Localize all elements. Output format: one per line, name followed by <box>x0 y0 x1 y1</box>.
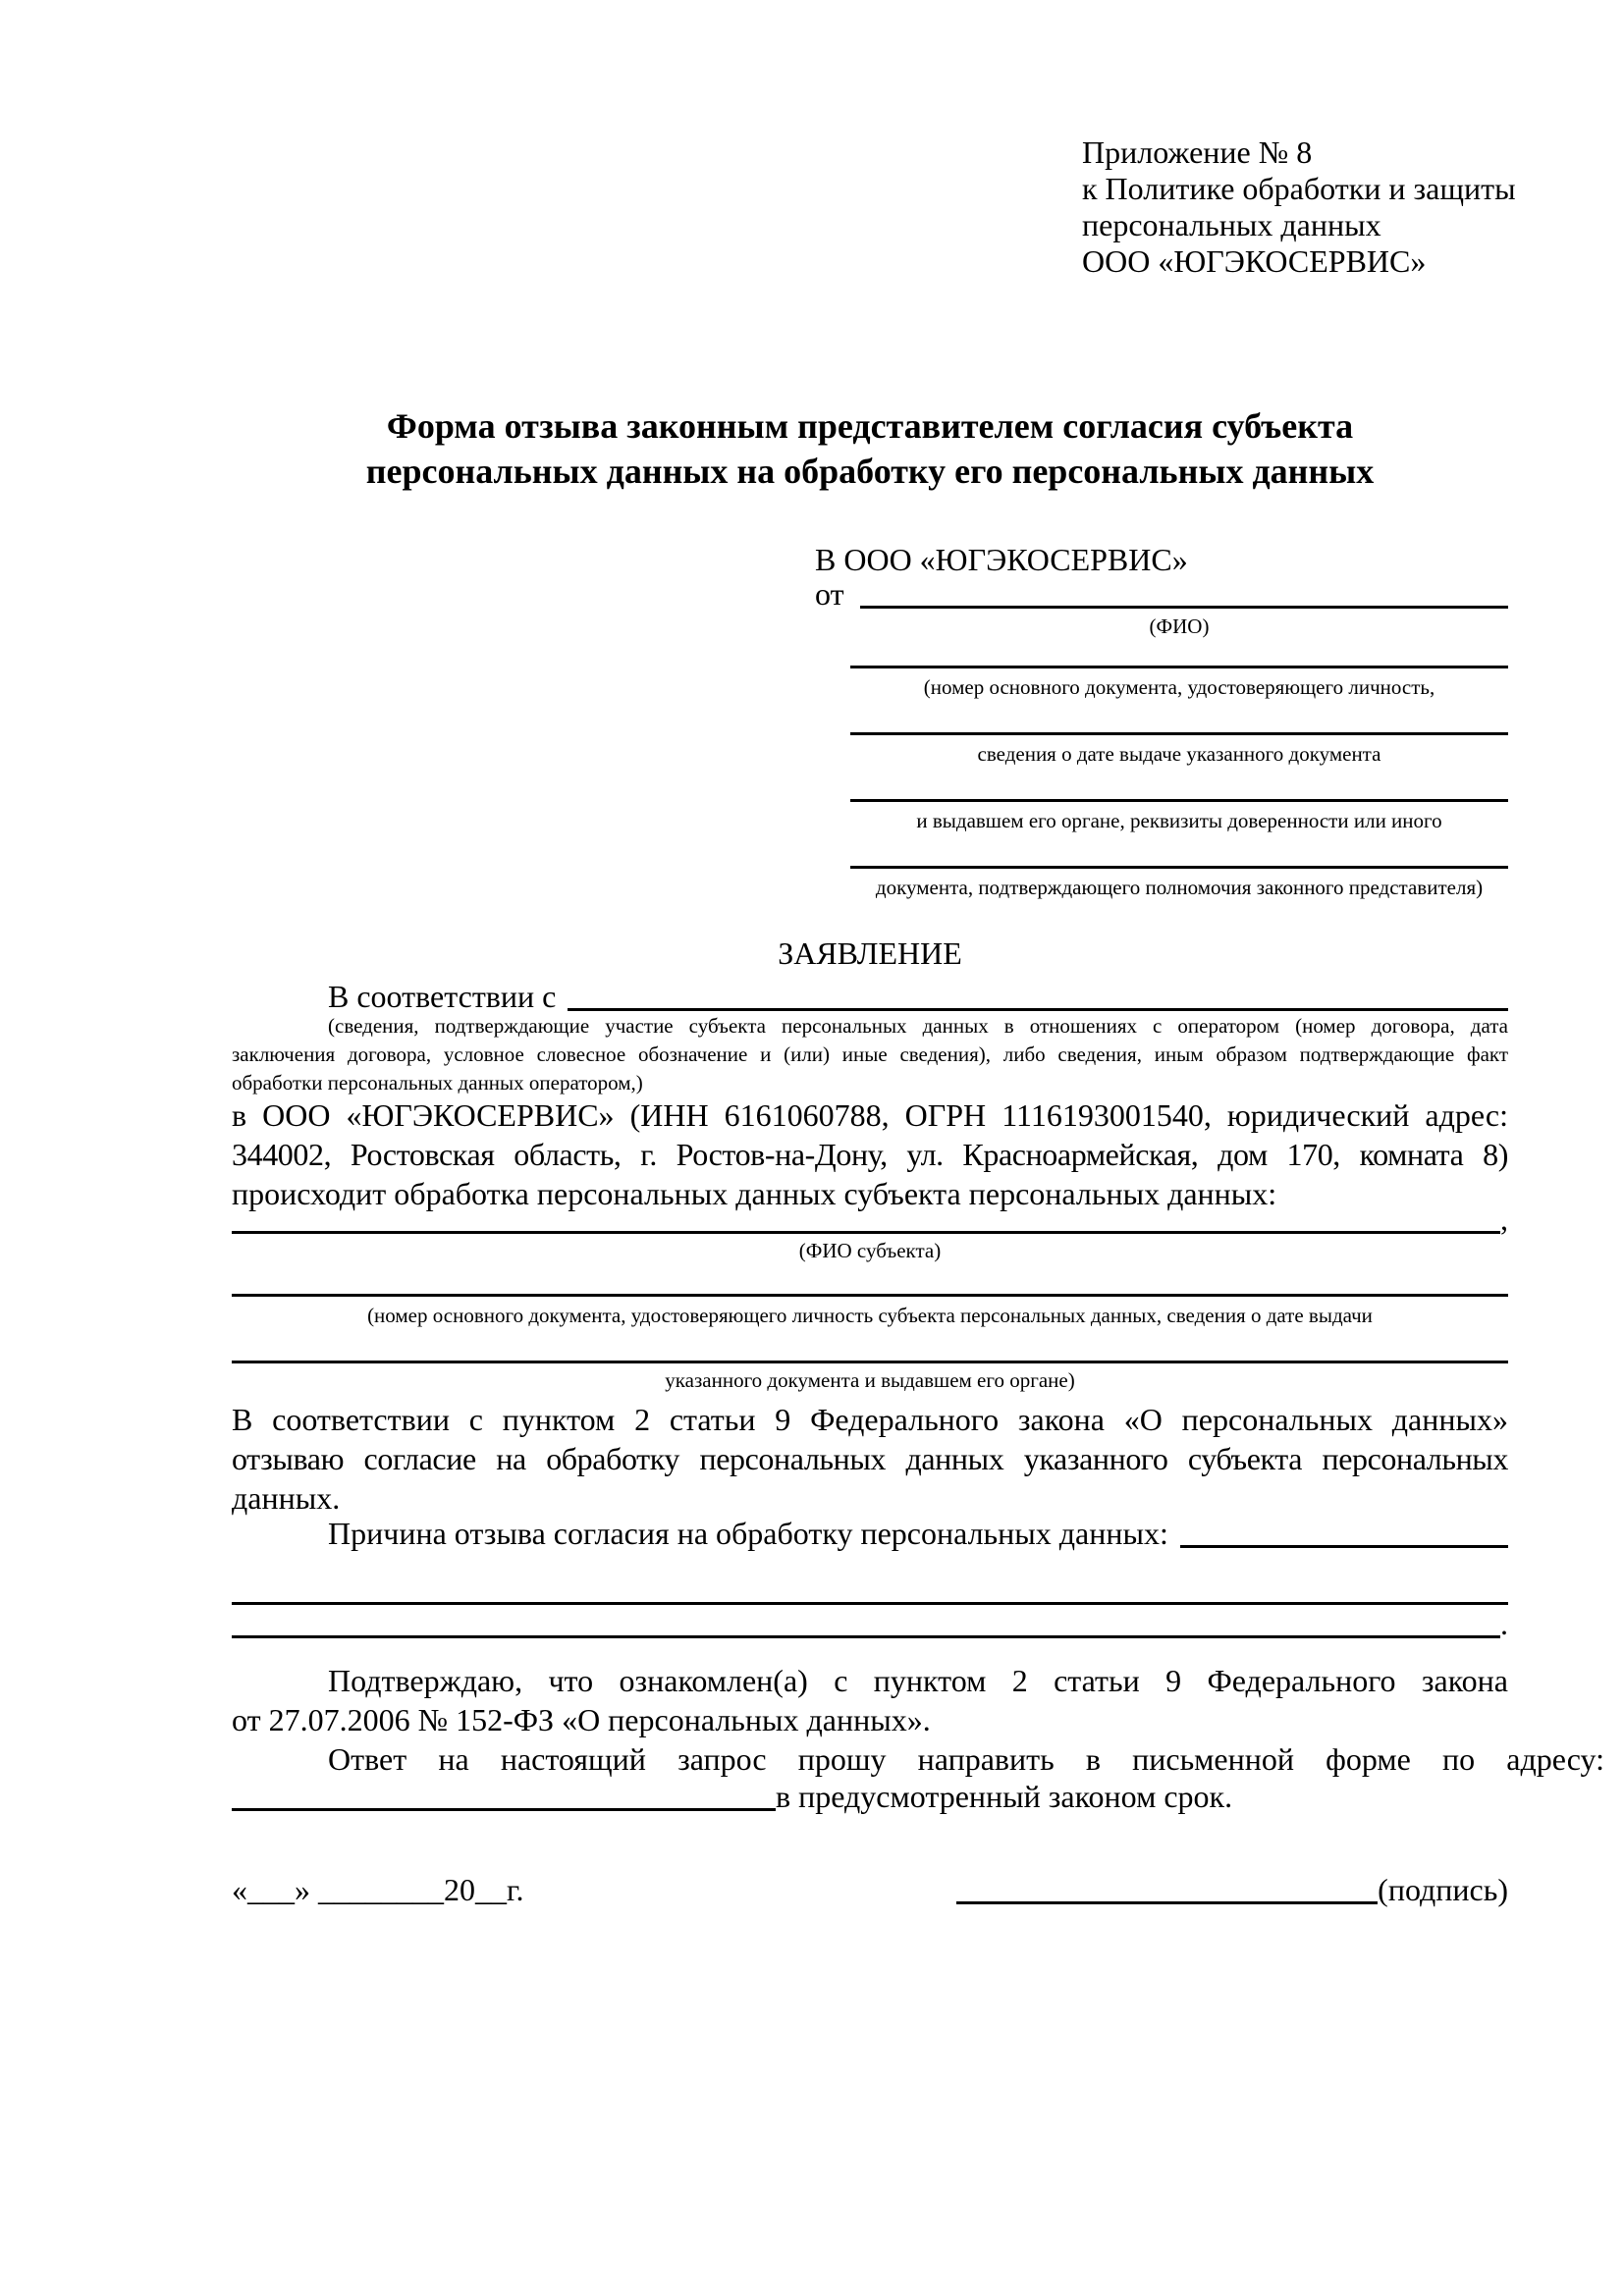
fill-in-line <box>850 799 1508 802</box>
operator-paragraph <box>232 1095 1508 1213</box>
field-caption: и выдавшем его органе, реквизиты доверенности или иного <box>916 809 1442 832</box>
field-caption: указанного документа и выдавшем его органе) <box>665 1368 1075 1392</box>
fine-print-line: (сведения, подтверждающие участие субъекта персональных данных в отношениях с оператором (номер договора, дата <box>328 1014 1508 1038</box>
field-caption: документа, подтверждающего полномочия законного представителя) <box>875 876 1484 899</box>
recipient-organization: В ООО «ЮГЭКОСЕРВИС» <box>815 542 1188 577</box>
blank-line-period: . <box>1500 1606 1508 1641</box>
fill-in-line <box>850 732 1508 735</box>
fill-in-line <box>860 606 1508 609</box>
withdrawal-line: В соответствии с пунктом 2 статьи 9 Федерального закона «О персональных данных» <box>232 1402 1508 1437</box>
opening-prefix: В соответствии с <box>328 979 557 1014</box>
field-caption: (номер основного документа, удостоверяющего личность субъекта персональных данных, сведения о дате выдачи <box>367 1304 1373 1327</box>
subject-name-comma: , <box>1500 1201 1508 1237</box>
fill-in-line <box>850 666 1508 668</box>
fine-print-line: обработки персональных данных оператором,) <box>232 1071 643 1095</box>
fill-in-line <box>232 1808 776 1811</box>
response-address-field <box>232 1777 1508 1816</box>
title-line: Форма отзыва законным представителем согласия субъекта <box>386 406 1354 446</box>
fill-in-line <box>850 866 1508 869</box>
fine-print-line: заключения договора, условное словесное обозначение и (или) иные сведения), либо сведения, иным образом подтверждающие факт <box>232 1042 1508 1066</box>
withdrawal-paragraph <box>232 1400 1508 1518</box>
signature-line <box>956 1901 1378 1904</box>
field-caption: (номер основного документа, удостоверяющего личность, <box>923 675 1435 699</box>
statement-heading: ЗАЯВЛЕНИЕ <box>778 935 962 971</box>
fill-in-line <box>232 1361 1508 1363</box>
header-note-line: Приложение № 8 <box>1082 134 1313 170</box>
fill-in-line <box>232 1231 1500 1234</box>
document-title <box>232 403 1508 494</box>
fine-print <box>232 1012 1508 1097</box>
operator-line: в ООО «ЮГЭКОСЕРВИС» (ИНН 6161060788, ОГРН 1116193001540, юридический адрес: <box>232 1097 1508 1133</box>
field-caption: сведения о дате выдаче указанного документа <box>977 742 1381 766</box>
operator-line: происходит обработка персональных данных субъекта персональных данных: <box>232 1176 1277 1211</box>
date-line: «___» ________20__г. <box>232 1872 524 1907</box>
title-line: персональных данных на обработку его персональных данных <box>365 452 1375 491</box>
response-suffix: в предусмотренный законом срок. <box>776 1779 1233 1814</box>
header-note <box>1082 134 1553 280</box>
header-note-line: ООО «ЮГЭКОСЕРВИС» <box>1082 243 1427 279</box>
field-caption: (ФИО субъекта) <box>798 1239 942 1262</box>
fill-in-line-row <box>232 1604 1552 1643</box>
footer-row <box>232 1870 1508 1909</box>
withdrawal-line: отзываю согласие на обработку персональных данных указанного субъекта персональных <box>232 1441 1508 1476</box>
response-line: Ответ на настоящий запрос прошу направить в письменной форме по адресу: <box>328 1741 1604 1777</box>
fill-in-line <box>232 1294 1508 1297</box>
confirmation-line: Подтверждаю, что ознакомлен(а) с пунктом 2 статьи 9 Федерального закона <box>328 1663 1508 1698</box>
header-note-line: к Политике обработки и защиты <box>1082 171 1516 206</box>
from-field <box>815 574 1508 614</box>
fill-in-line <box>232 1635 1500 1638</box>
signature-field <box>956 1870 1508 1909</box>
fill-in-line <box>1180 1545 1508 1548</box>
fill-in-line <box>568 1008 1508 1011</box>
opening-field <box>232 977 1508 1016</box>
signature-caption: (подпись) <box>1378 1872 1508 1907</box>
operator-line: 344002, Ростовская область, г. Ростов-на-Дону, ул. Красноармейская, дом 170, комната 8) <box>232 1137 1508 1172</box>
subject-name-field <box>232 1200 1508 1239</box>
from-prefix: от <box>815 576 844 612</box>
confirmation-paragraph <box>232 1661 1508 1739</box>
reason-field <box>232 1514 1508 1553</box>
withdrawal-line: данных. <box>232 1480 341 1516</box>
reason-prefix: Причина отзыва согласия на обработку персональных данных: <box>328 1516 1168 1551</box>
field-caption: (ФИО) <box>1149 614 1210 638</box>
header-note-line: персональных данных <box>1082 207 1381 242</box>
confirmation-line: от 27.07.2006 № 152-ФЗ «О персональных данных». <box>232 1702 931 1737</box>
